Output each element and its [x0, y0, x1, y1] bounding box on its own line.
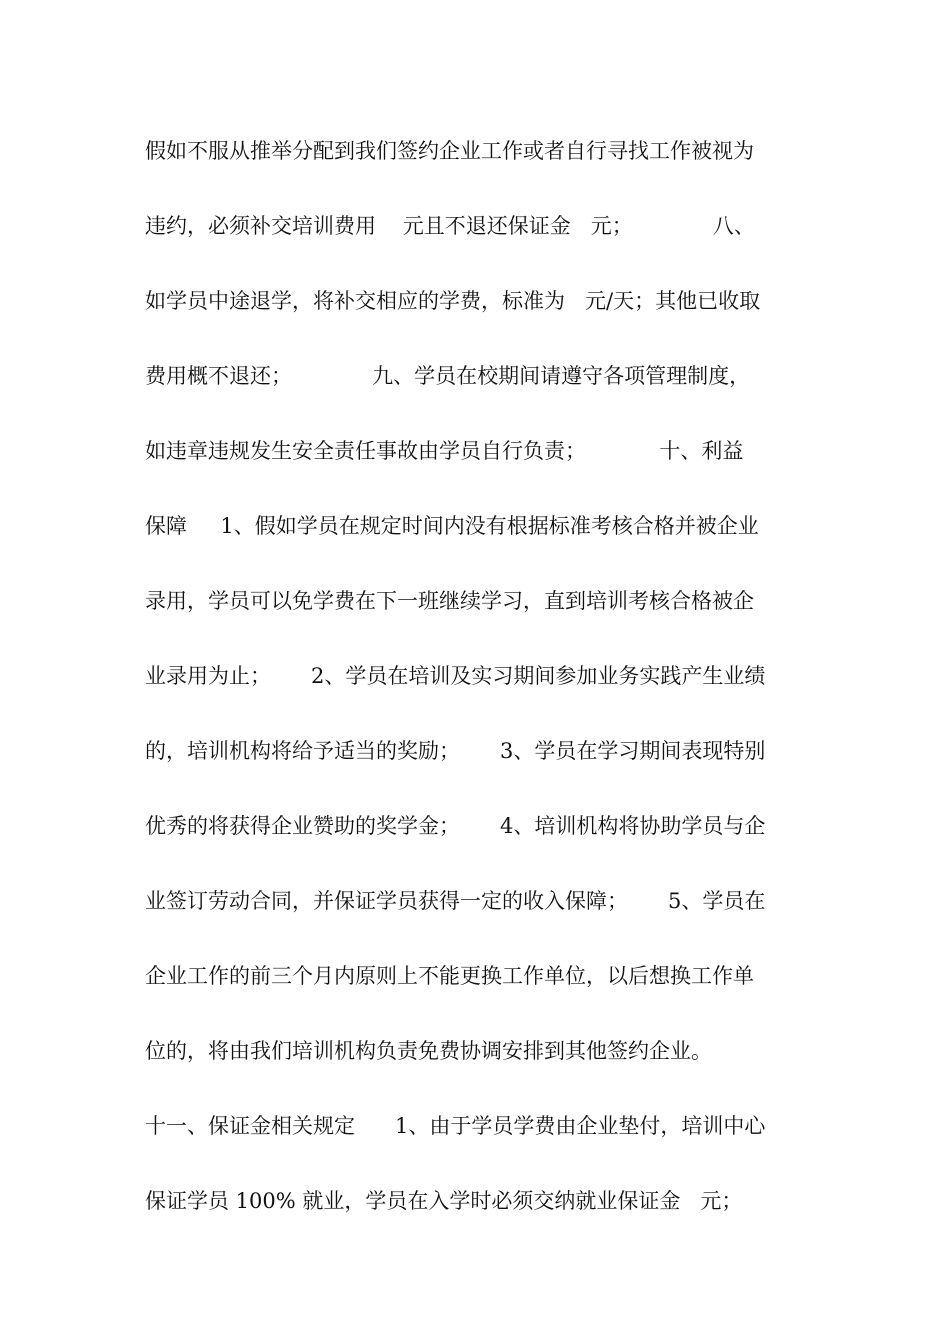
- text-line: 十一、保证金相关规定 1、由于学员学费由企业垫付，培训中心: [145, 1114, 766, 1138]
- text-line: 如学员中途退学，将补交相应的学费，标准为 元/天；其他已收取: [145, 289, 761, 313]
- text-line: 保证学员 100% 就业，学员在入学时必须交纳就业保证金 元；: [145, 1189, 743, 1213]
- text-line: 优秀的将获得企业赞助的奖学金； 4、培训机构将协助学员与企: [145, 814, 766, 838]
- text-line: 业录用为止； 2、学员在培训及实习期间参加业务实践产生业绩: [145, 664, 766, 688]
- text-line: 企业工作的前三个月内原则上不能更换工作单位，以后想换工作单: [145, 964, 754, 988]
- text-line: 位的，将由我们培训机构负责免费协调安排到其他签约企业。: [145, 1039, 712, 1063]
- text-line: 费用概不退还； 九、学员在校期间请遵守各项管理制度，: [145, 364, 751, 388]
- text-line: 录用，学员可以免学费在下一班继续学习，直到培训考核合格被企: [145, 589, 754, 613]
- text-line: 保障 1、假如学员在规定时间内没有根据标准考核合格并被企业: [145, 514, 759, 538]
- text-line: 违约，必须补交培训费用 元且不退还保证金 元； 八、: [145, 214, 755, 238]
- text-line: 假如不服从推举分配到我们签约企业工作或者自行寻找工作被视为: [145, 139, 754, 163]
- text-line: 如违章违规发生安全责任事故由学员自行负责； 十、利益: [145, 439, 744, 463]
- text-line: 业签订劳动合同，并保证学员获得一定的收入保障； 5、学员在: [145, 889, 766, 913]
- text-line: 的，培训机构将给予适当的奖励； 3、学员在学习期间表现特别: [145, 739, 766, 763]
